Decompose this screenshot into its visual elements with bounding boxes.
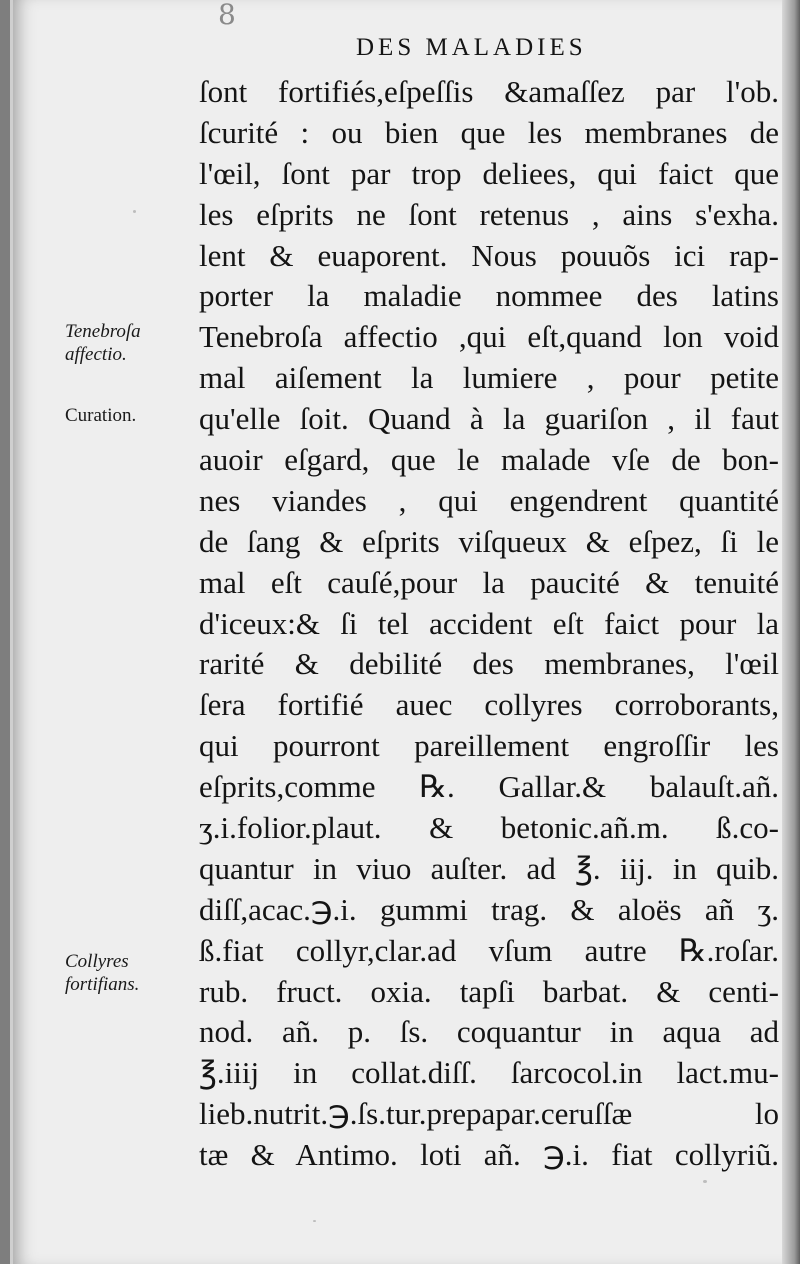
book-page <box>10 0 785 1264</box>
text-line: quantur in viuo auſter. ad ℥. iij. in quib. <box>199 850 779 886</box>
page-edge-shadow <box>782 0 800 1264</box>
margin-note-line: fortifians. <box>65 974 140 995</box>
paper-speck <box>703 1180 707 1183</box>
text-line: nod. añ. p. ſs. coquantur in aqua ad <box>199 1014 779 1050</box>
margin-note-line: Curation. <box>65 405 137 426</box>
text-line: diſſ,acac.℈.i. gummi trag. & aloës añ ʒ. <box>199 891 779 927</box>
text-line: de ſang & eſprits viſqueux & eſpez, ſi le <box>199 523 779 559</box>
margin-note-tenebrosa <box>65 320 190 366</box>
margin-note-line: Collyres <box>65 951 129 972</box>
text-line: porter la maladie nommee des latins <box>199 278 779 314</box>
text-line: ſera fortifié auec collyres corroborants, <box>199 687 779 723</box>
text-line: lent & euaporent. Nous pouuõs ici rap- <box>199 237 779 273</box>
text-line: qu'elle ſoit. Quand à la guariſon , il faut <box>199 401 779 437</box>
text-line: ſcurité : ou bien que les membranes de <box>199 114 779 150</box>
text-line: rub. fruct. oxia. tapſi barbat. & centi- <box>199 973 779 1009</box>
body-text <box>199 72 779 1176</box>
text-line: qui pourront pareillement engroſſir les <box>199 728 779 764</box>
text-line: tæ & Antimo. loti añ. ℈.i. fiat collyriũ. <box>199 1137 779 1173</box>
text-line: d'iceux:& ſi tel accident eſt faict pour la <box>199 605 779 641</box>
paper-speck <box>133 210 136 213</box>
text-line: ß.fiat collyr,clar.ad vſum autre ℞.roſar. <box>199 932 779 968</box>
text-line: lieb.nutrit.℈.ſs.tur.prepapar.ceruſſæ lo <box>199 1096 779 1132</box>
text-line: mal eſt cauſé,pour la paucité & tenuité <box>199 564 779 600</box>
paper-speck <box>313 1220 316 1222</box>
text-line: les eſprits ne ſont retenus , ains s'exha. <box>199 196 779 232</box>
text-line: eſprits,comme ℞. Gallar.& balauſt.añ. <box>199 769 779 805</box>
margin-note-line: Tenebroſa <box>65 321 141 342</box>
text-line: ʒ.i.folior.plaut. & betonic.añ.m. ß.co- <box>199 810 779 846</box>
margin-note-line: affectio. <box>65 344 127 365</box>
margin-note-curation <box>65 404 190 427</box>
text-line: l'œil, ſont par trop deliees, qui faict que <box>199 155 779 191</box>
text-line: ſont fortifiés,eſpeſſis &amaſſez par l'ob. <box>199 74 779 109</box>
text-line: auoir eſgard, que le malade vſe de bon- <box>199 442 779 478</box>
margin-note-collyres <box>65 950 190 996</box>
text-line: mal aiſement la lumiere , pour petite <box>199 360 779 396</box>
text-line: rarité & debilité des membranes, l'œil <box>199 646 779 682</box>
folio-number: 8 <box>218 0 236 31</box>
text-line: nes viandes , qui engendrent quantité <box>199 482 779 518</box>
text-line: Tenebroſa affectio ,qui eſt,quand lon void <box>199 319 779 355</box>
text-line: ℥.iiij in collat.diſſ. ſarcocol.in lact.mu- <box>199 1055 779 1091</box>
running-head: DES MALADIES <box>356 34 587 61</box>
